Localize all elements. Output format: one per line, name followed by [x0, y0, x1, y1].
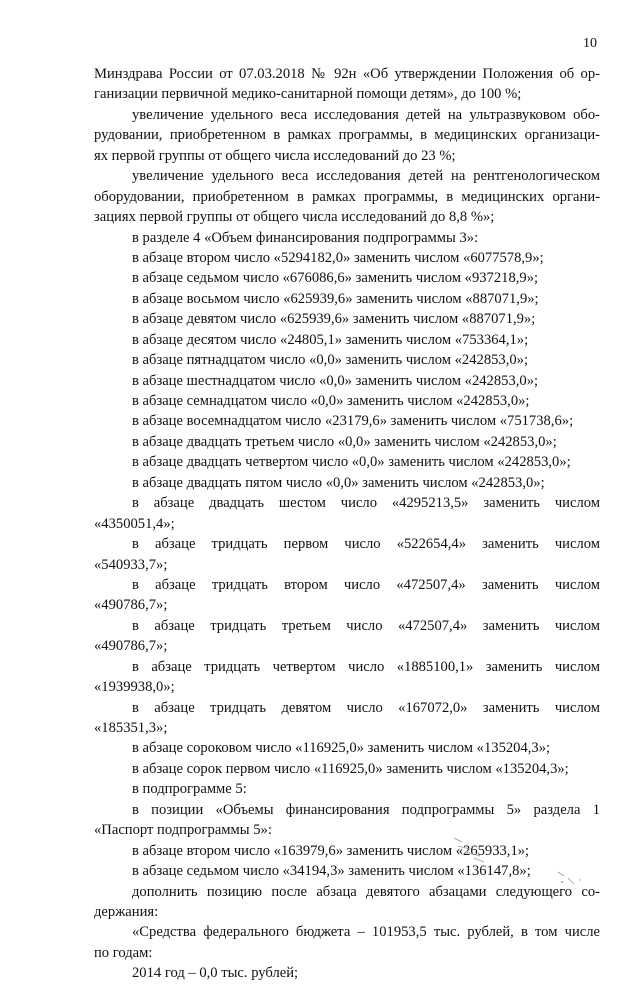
- text-line: в абзаце тридцать третьем число «472507,4» заменить числом: [132, 617, 600, 634]
- text-line: в абзаце тридцать первом число «522654,4» заменить числом: [132, 536, 600, 553]
- text-line: в абзаце втором число «5294182,0» заменить числом «6077578,9»;: [132, 249, 544, 266]
- page-number: 10: [583, 36, 597, 51]
- text-line: зациях первой группы от общего числа исследований до 8,8 %»;: [94, 209, 495, 226]
- text-line: в абзаце восьмом число «625939,6» заменить числом «887071,9»;: [132, 290, 539, 307]
- text-line: в разделе 4 «Объем финансирования подпрограммы 3»:: [132, 229, 479, 246]
- text-line: оборудовании, приобретенном в рамках программы, в медицинских органи-: [94, 188, 600, 205]
- text-line: «1939938,0»;: [94, 679, 175, 696]
- text-line: рудовании, приобретенном в рамках программы, в медицинских организаци-: [94, 127, 600, 144]
- text-line: в абзаце тридцать девятом число «167072,0» заменить числом: [132, 699, 600, 716]
- text-line: увеличение удельного веса исследования детей на рентгенологическом: [132, 168, 600, 185]
- text-line: в абзаце втором число «163979,6» заменить числом «265933,1»;: [132, 842, 530, 859]
- text-line: по годам:: [94, 944, 153, 961]
- text-line: в абзаце двадцать четвертом число «0,0» заменить числом «242853,0»;: [132, 454, 571, 471]
- text-line: в абзаце тридцать втором число «472507,4» заменить числом: [132, 576, 600, 593]
- text-line: в абзаце восемнадцатом число «23179,6» заменить числом «751738,6»;: [132, 413, 574, 430]
- text-line: в подпрограмме 5:: [132, 781, 247, 798]
- scan-specks: [440, 832, 610, 892]
- text-line: увеличение удельного веса исследования детей на ультразвуковом обо-: [132, 106, 600, 123]
- text-line: в абзаце седьмом число «676086,6» заменить числом «937218,9»;: [132, 270, 539, 287]
- text-line: «490786,7»;: [94, 638, 168, 655]
- text-line: в позиции «Объемы финансирования подпрограммы 5» раздела 1: [132, 801, 600, 818]
- text-line: «4350051,4»;: [94, 515, 175, 532]
- text-line: ганизации первичной медико-санитарной помощи детям», до 100 %;: [94, 86, 522, 103]
- text-line: в абзаце двадцать шестом число «4295213,5» заменить числом: [132, 495, 600, 512]
- text-line: в абзаце сороковом число «116925,0» заменить числом «135204,3»;: [132, 740, 551, 757]
- text-line: в абзаце двадцать пятом число «0,0» заменить числом «242853,0»;: [132, 474, 545, 491]
- text-line: «540933,7»;: [94, 556, 168, 573]
- text-line: в абзаце девятом число «625939,6» заменить числом «887071,9»;: [132, 311, 536, 328]
- text-line: ях первой группы от общего числа исследований до 23 %;: [94, 147, 456, 164]
- text-line: в абзаце семнадцатом число «0,0» заменить числом «242853,0»;: [132, 393, 530, 409]
- text-line: «490786,7»;: [94, 597, 168, 614]
- text-line: в абзаце двадцать третьем число «0,0» заменить числом «242853,0»;: [132, 433, 557, 450]
- text-line: Минздрава России от 07.03.2018 № 92н «Об утверждении Положения об ор-: [94, 66, 600, 82]
- text-line: в абзаце седьмом число «34194,3» заменить числом «136147,8»;: [132, 863, 531, 880]
- text-line: в абзаце пятнадцатом число «0,0» заменить числом «242853,0»;: [132, 352, 529, 369]
- text-line: в абзаце сорок первом число «116925,0» заменить числом «135204,3»;: [132, 760, 569, 777]
- text-line: «185351,3»;: [94, 720, 168, 736]
- text-line: в абзаце десятом число «24805,1» заменить числом «753364,1»;: [132, 331, 529, 348]
- text-line: «Паспорт подпрограммы 5»:: [94, 822, 272, 839]
- text-line: в абзаце шестнадцатом число «0,0» заменить числом «242853,0»;: [132, 372, 539, 389]
- text-line: держания:: [94, 903, 159, 920]
- text-line: «Средства федерального бюджета – 101953,5 тыс. рублей, в том числе: [132, 924, 600, 941]
- text-line: в абзаце тридцать четвертом число «1885100,1» заменить числом: [132, 658, 600, 675]
- text-line: дополнить позицию после абзаца девятого абзацами следующего со-: [132, 883, 600, 900]
- text-line: 2014 год – 0,0 тыс. рублей;: [132, 965, 299, 982]
